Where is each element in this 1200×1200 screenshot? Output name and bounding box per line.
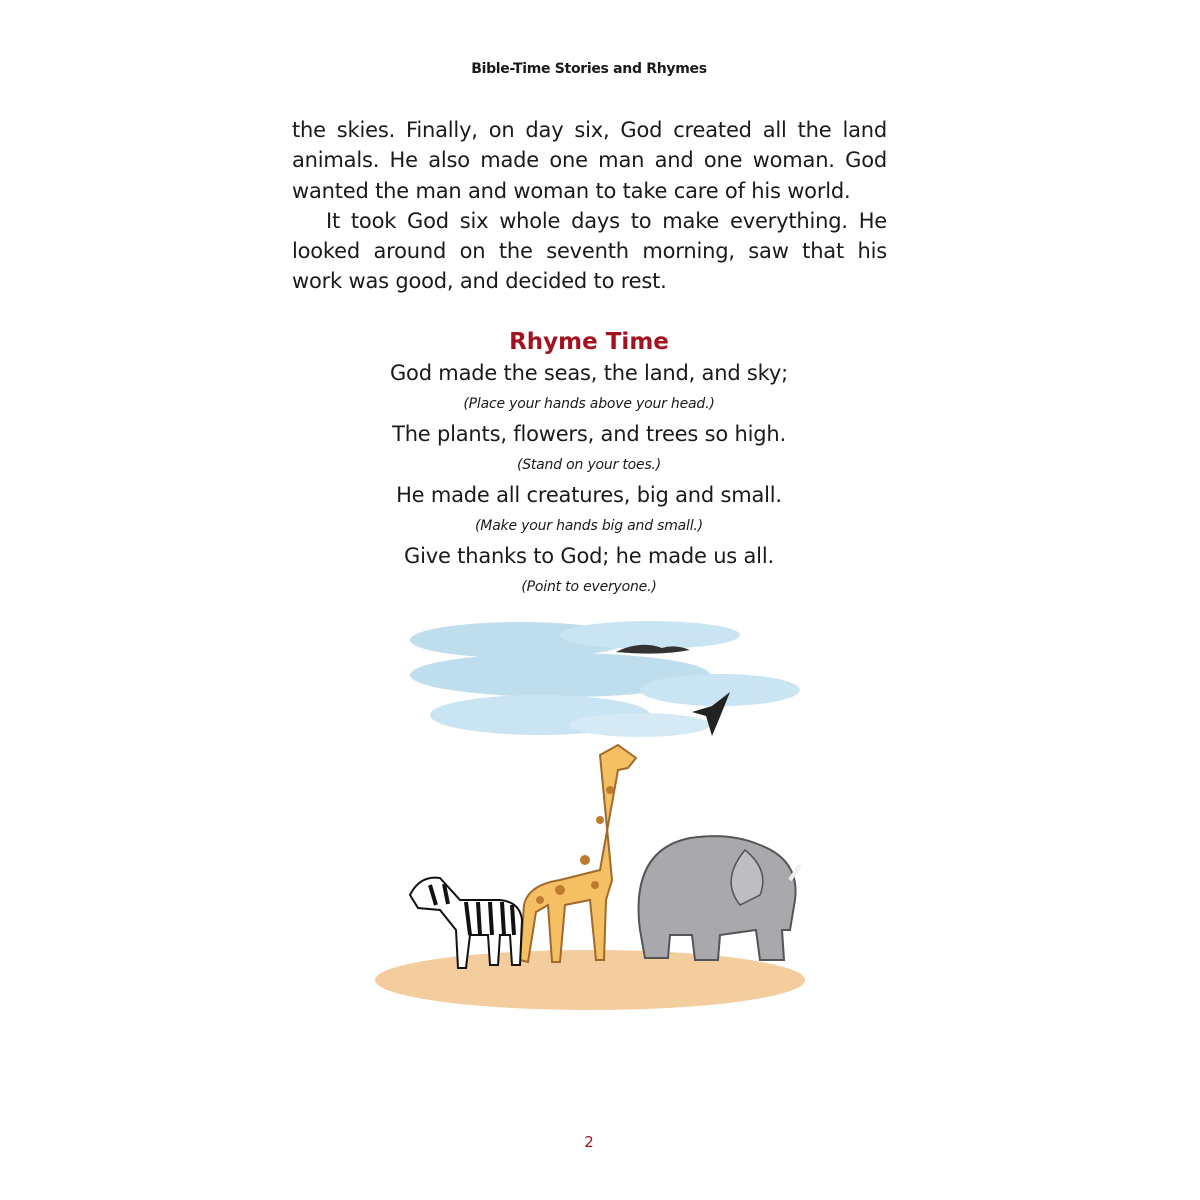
rhyme-verse: The plants, flowers, and trees so high. (392, 422, 786, 446)
page-number: 2 (584, 1133, 594, 1151)
rhyme-verse: He made all creatures, big and small. (396, 483, 782, 507)
rhyme-direction: (Stand on your toes.) (516, 456, 662, 473)
story-text (292, 115, 887, 297)
rhyme-direction: (Point to everyone.) (521, 578, 657, 595)
rhyme-title: Rhyme Time (509, 329, 669, 355)
rhyme-direction: (Place your hands above your head.) (463, 395, 715, 412)
story-line: animals. He also made one man and one woman. God (292, 148, 887, 173)
story-line: wanted the man and woman to take care of his world. (292, 178, 851, 203)
rhyme-section (0, 326, 1178, 602)
sky-clouds (410, 621, 800, 737)
story-line: the skies. Finally, on day six, God created all the land (292, 118, 887, 142)
animals-illustration (370, 605, 820, 1025)
rhyme-verse: God made the seas, the land, and sky; (389, 361, 788, 385)
rhyme-direction: (Make your hands big and small.) (475, 517, 703, 534)
sand-ground (375, 950, 805, 1010)
story-line: It took God six whole days to make everything. He (326, 208, 887, 233)
giraffe (520, 745, 636, 962)
rhyme-verse: Give thanks to God; he made us all. (404, 544, 774, 568)
story-line: looked around on the seventh morning, saw that his (292, 239, 887, 264)
story-line: work was good, and decided to rest. (292, 269, 667, 294)
elephant (639, 836, 800, 960)
running-header: Bible-Time Stories and Rhymes (471, 61, 707, 77)
